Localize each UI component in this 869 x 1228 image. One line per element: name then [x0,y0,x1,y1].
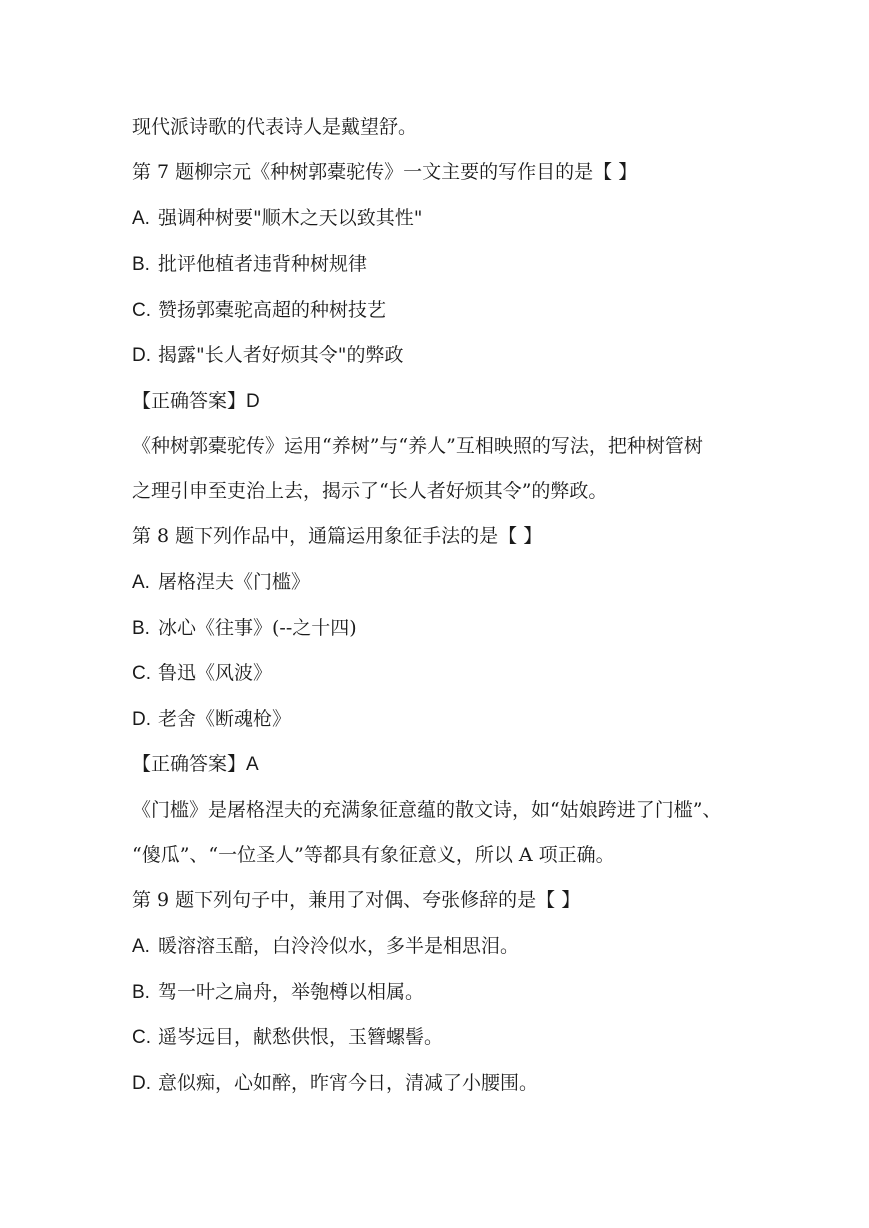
option-text: 强调种树要"顺木之天以致其性" [158,207,423,229]
question-8-option-b [132,614,752,643]
option-text: 遥岑远目，献愁供恨，玉簪螺髻。 [158,1026,444,1048]
question-9-option-d [132,1069,752,1098]
option-text: 揭露"长人者好烦其令"的弊政 [158,344,404,366]
question-7-option-b [132,250,752,279]
question-8-explanation-line-2: “傻瓜”、“一位圣人”等都具有象征意义，所以 A 项正确。 [132,844,615,866]
question-8-option-a [132,568,752,597]
question-7-stem: 第 7 题柳宗元《种树郭橐驼传》一文主要的写作目的是【 】 [132,161,638,183]
option-text: 屠格涅夫《门槛》 [158,571,311,593]
option-letter: B. [132,982,150,1003]
question-8-option-c [132,659,752,688]
question-9-option-c [132,1023,752,1052]
option-text: 批评他植者违背种树规律 [158,253,368,275]
option-letter: B. [132,254,150,275]
answer-value: D [246,391,260,412]
answer-label: 【正确答案】 [132,390,247,412]
option-text: 老舍《断魂枪》 [158,708,292,730]
option-text: 赞扬郭橐驼高超的种树技艺 [158,299,387,321]
question-7-explanation-line-2: 之理引申至吏治上去，揭示了“长人者好烦其令”的弊政。 [132,480,608,502]
question-9-option-a [132,932,752,961]
option-letter: A. [132,572,150,593]
question-8-option-d [132,705,752,734]
option-text: 意似痴，心如醉，昨宵今日，清减了小腰围。 [158,1072,539,1094]
option-letter: A. [132,208,150,229]
option-letter: A. [132,936,150,957]
question-8-answer [132,750,752,779]
question-7-answer [132,387,752,416]
question-8-stem: 第 8 题下列作品中，通篇运用象征手法的是【 】 [132,525,543,547]
question-7-option-d [132,341,752,370]
question-9-option-b [132,978,752,1007]
option-text: 暖溶溶玉醅，白泠泠似水，多半是相思泪。 [158,935,520,957]
answer-label: 【正确答案】 [132,753,247,775]
option-letter: C. [132,663,151,684]
option-text: 冰心《往事》(--之十四) [158,617,357,639]
question-7-option-a [132,204,752,233]
answer-value: A [246,754,259,775]
option-letter: B. [132,618,150,639]
option-letter: C. [132,300,151,321]
intro-line: 现代派诗歌的代表诗人是戴望舒。 [132,116,418,138]
question-9-stem: 第 9 题下列句子中，兼用了对偶、夸张修辞的是【 】 [132,889,581,911]
question-7-option-c [132,296,752,325]
question-7-explanation-line-1: 《种树郭橐驼传》运用“养树”与“养人”互相映照的写法，把种树管树 [132,435,703,457]
question-8-explanation-line-1: 《门槛》是屠格涅夫的充满象征意蕴的散文诗，如“姑娘跨进了门槛”、 [132,799,722,821]
option-letter: D. [132,1073,151,1094]
option-text: 鲁迅《风波》 [158,662,273,684]
option-letter: D. [132,345,151,366]
option-text: 驾一叶之扁舟，举匏樽以相属。 [158,981,425,1003]
option-letter: C. [132,1027,151,1048]
option-letter: D. [132,709,151,730]
